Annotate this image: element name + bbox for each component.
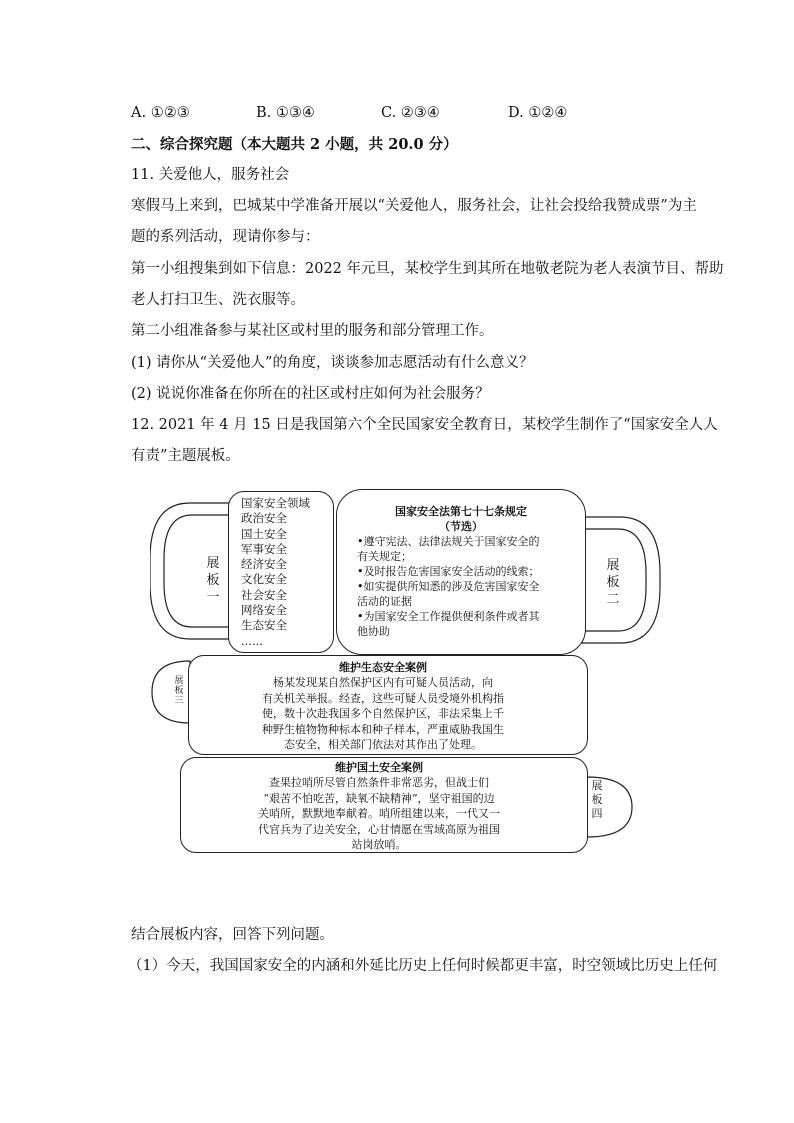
law-item: 他协助	[357, 625, 390, 638]
land-case-title: 维护国土安全案例	[335, 761, 423, 774]
option-d: D. ①②④	[508, 105, 568, 121]
domain-item: 国土安全	[241, 526, 287, 541]
board3-label	[174, 676, 184, 706]
board1-label	[206, 555, 220, 606]
q11-para2-line2: 老人打扫卫生、洗衣服等。	[131, 292, 305, 308]
board2-label	[606, 557, 620, 608]
q11-sub1: (1) 请你从“关爱他人”的角度，谈谈参加志愿活动有什么意义？	[131, 355, 534, 371]
domain-item: 生态安全	[241, 618, 287, 633]
q11-title: 11. 关爱他人，服务社会	[131, 167, 290, 183]
domain-item: 网络安全	[241, 603, 287, 618]
q11-para1-line2: 题的系列活动，现请你参与：	[131, 229, 320, 245]
eco-case-box	[188, 655, 588, 755]
domain-item: 文化安全	[241, 572, 287, 587]
board3-char-2: 板	[174, 686, 184, 696]
law-item: 有关规定；	[357, 550, 412, 563]
option-a: A. ①②③	[131, 105, 190, 121]
q12-line2: 有责”主题展板。	[131, 448, 240, 464]
land-case-line: 查果拉哨所尽管自然条件非常恶劣，但战士们	[269, 776, 489, 789]
board4-char-2: 板	[591, 793, 603, 806]
law-item: •如实提供所知悉的涉及危害国家安全	[357, 580, 540, 593]
board3-char-1: 展	[174, 676, 184, 686]
board4-char-1: 展	[591, 779, 603, 792]
q12-line1: 12. 2021 年 4 月 15 日是我国第六个全民国家安全教育日，某校学生制作了“国家安全人人	[131, 417, 718, 433]
law-item: •遵守宪法、法律法规关于国家安全的	[357, 535, 540, 548]
q12-sub1: （1）今天，我国国家安全的内涵和外延比历史上任何时候都更丰富，时空领域比历史上任何	[128, 958, 718, 974]
display-board-diagram	[150, 487, 670, 857]
option-c: C. ②③④	[381, 105, 440, 121]
q11-para3: 第二小组准备参与某社区或村里的服务和部分管理工作。	[131, 323, 494, 339]
land-case-line: “艰苦不怕吃苦，缺氧不缺精神”，坚守祖国的边	[263, 791, 495, 805]
domains-box	[228, 491, 334, 653]
law-item: 活动的证据	[357, 595, 412, 608]
domain-item: 军事安全	[241, 541, 287, 556]
board2-char-3: 二	[606, 592, 620, 607]
law-title: 国家安全法第七十七条规定	[395, 505, 527, 518]
law-item: •为国家安全工作提供便利条件或者其	[357, 610, 540, 623]
board1-char-3: 一	[206, 590, 220, 605]
eco-case-title: 维护生态安全案例	[339, 661, 427, 674]
law-item: •及时报告危害国家安全活动的线索；	[357, 565, 540, 578]
board2-char-1: 展	[606, 558, 620, 573]
q12-instruction: 结合展板内容，回答下列问题。	[131, 927, 334, 943]
domain-item: 经济安全	[241, 557, 287, 572]
law-box	[336, 489, 586, 655]
land-case-line: 关哨所，默默地奉献着。哨所组建以来，一代又一	[258, 807, 500, 820]
board2-handle	[582, 517, 660, 643]
land-case-line: 代官兵为了边关安全，心甘情愿在雪域高原为祖国	[258, 822, 500, 836]
q11-sub2: (2) 说说你准备在你所在的社区或村庄如何为社会服务？	[131, 386, 490, 402]
domain-item: 政治安全	[241, 511, 287, 526]
option-b: B. ①③④	[256, 105, 315, 121]
domain-item: 社会安全	[241, 587, 287, 602]
board4-char-3: 四	[591, 807, 603, 820]
section-heading: 二、综合探究题（本大题共 2 小题，共 20.0 分）	[131, 136, 458, 153]
board3-handle	[152, 661, 190, 723]
land-case-line: 站岗放哨。	[351, 838, 407, 851]
eco-case-line: 种野生植物物种标本和种子样本，严重威胁我国生	[262, 722, 504, 736]
board2-char-2: 板	[606, 575, 620, 590]
q11-para2-line1: 第一小组搜集到如下信息：2022 年元旦，某校学生到其所在地敬老院为老人表演节目、帮助	[131, 261, 724, 277]
land-case-box	[180, 757, 588, 853]
eco-case-line: 使，数十次赴我国多个自然保护区，非法采集上千	[262, 707, 504, 720]
eco-case-line: 态安全，相关部门依法对其作出了处理。	[284, 738, 482, 751]
law-subtitle: （节选）	[439, 520, 483, 533]
board1-char-1: 展	[206, 556, 220, 571]
board4-label	[590, 779, 604, 821]
eco-case-line: 有关机关举报。经查，这些可疑人员受境外机构指	[262, 691, 504, 705]
domain-item: ......	[241, 633, 263, 648]
board3-char-3: 三	[174, 696, 184, 706]
domain-item: 国家安全领域	[241, 496, 310, 510]
q11-para1-line1: 寒假马上来到，巴城某中学准备开展以“关爱他人，服务社会，让社会投给我赞成票”为主	[131, 198, 697, 214]
board1-char-2: 板	[206, 573, 220, 588]
eco-case-line: 杨某发现某自然保护区内有可疑人员活动，向	[273, 676, 493, 689]
